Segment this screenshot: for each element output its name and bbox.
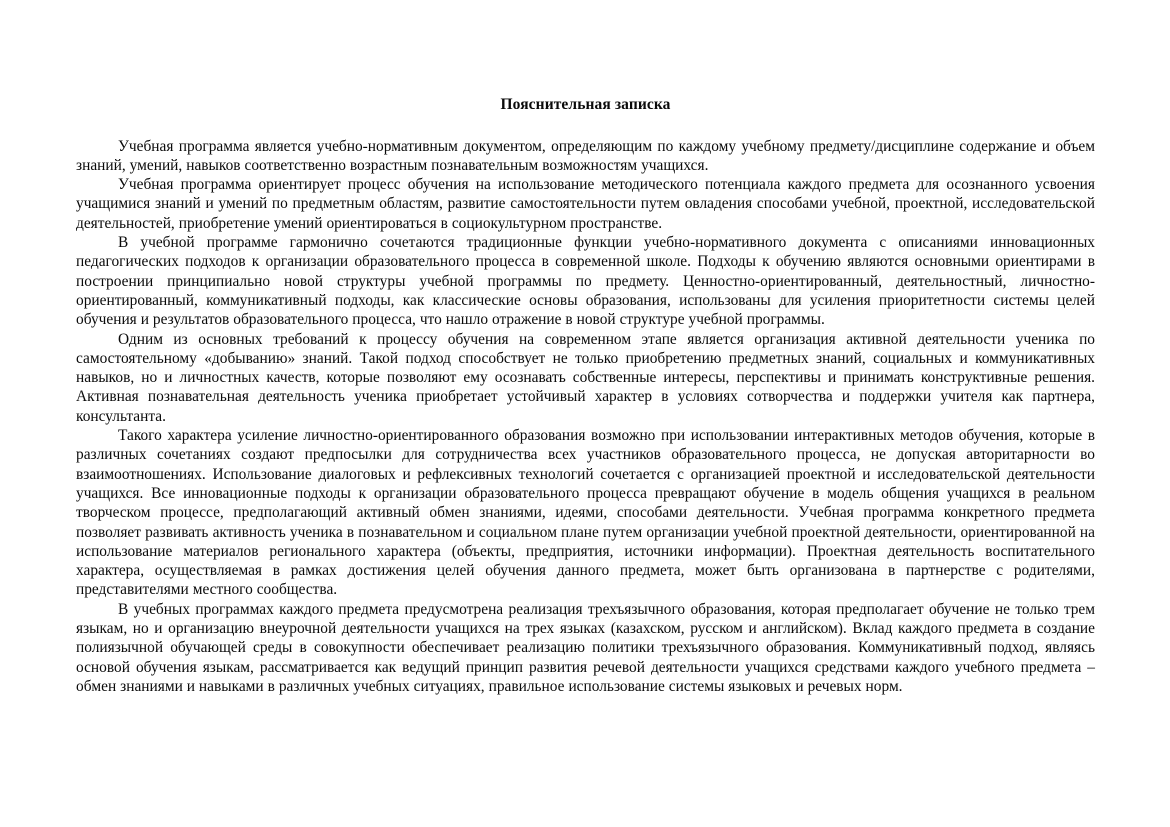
paragraph-2: Учебная программа ориентирует процесс обучения на использование методического потенциала каждого предмета для осознанного усвоения учащимися знаний и умений по предметным областям, развитие самостоятельности путем овладения способами учебной, проектной, исследовательской деятельностей, приобретение умений ориентироваться в социокультурном пространстве.	[76, 176, 1095, 232]
paragraph-5: Такого характера усиление личностно-ориентированного образования возможно при использовании интерактивных методов обучения, которые в различных сочетаниях создают предпосылки для сотрудничества всех участников образовательного процесса, не допуская авторитарности во взаимоотношениях. Использование диалоговых и рефлексивных технологий сочетается с организацией проектной и исследовательской деятельности учащихся. Все инновационные подходы к организации образовательного процесса превращают обучение в модель общения учащихся в реальном творческом процессе, предполагающий активный обмен знаниями, идеями, способами деятельности. Учебная программа конкретного предмета позволяет развивать активность ученика в познавательном и социальном плане путем организации учебной проектной деятельности, ориентированной на использование материалов регионального характера (объекты, предприятия, источники информации). Проектная деятельность воспитательного характера, осуществляемая в рамках достижения целей обучения данного предмета, может быть организована в партнерстве с родителями, представителями местного сообщества.	[76, 427, 1095, 599]
document-text-column	[76, 96, 1095, 696]
page-title: Пояснительная записка	[500, 96, 671, 113]
paragraph-4: Одним из основных требований к процессу обучения на современном этапе является организация активной деятельности ученика по самостоятельному «добыванию» знаний. Такой подход способствует не только приобретению предметных знаний, социальных и коммуникативных навыков, но и личностных качеств, которые позволяют ему осознавать собственные интересы, перспективы и принимать конструктивные решения. Активная познавательная деятельность ученика приобретает устойчивый характер в условиях сотворчества и поддержки учителя как партнера, консультанта.	[76, 330, 1095, 425]
paragraph-1: Учебная программа является учебно-нормативным документом, определяющим по каждому учебному предмету/дисциплине содержание и объем знаний, умений, навыков соответственно возрастным познавательным возможностям учащихся.	[76, 137, 1095, 174]
paragraph-3: В учебной программе гармонично сочетаются традиционные функции учебно-нормативного документа с описаниями инновационных педагогических подходов к организации образовательного процесса в современной школе. Подходы к обучению являются основными ориентирами в построении принципиально новой структуры учебной программы по предмету. Ценностно-ориентированный, деятельностный, личностно-ориентированный, коммуникативный подходы, как классические основы образования, использованы для усиления приоритетности системы целей обучения и результатов образовательного процесса, что нашло отражение в новой структуре учебной программы.	[76, 234, 1095, 329]
paragraph-6: В учебных программах каждого предмета предусмотрена реализация трехъязычного образования, которая предполагает обучение не только трем языкам, но и организацию внеурочной деятельности учащихся на трех языках (казахском, русском и английском). Вклад каждого предмета в создание полиязычной обучающей среды в совокупности обеспечивает реализацию политики трехъязычного образования. Коммуникативный подход, являясь основой обучения языкам, рассматривается как ведущий принцип развития речевой деятельности учащихся средствами каждого учебного предмета – обмен знаниями и навыками в различных учебных ситуациях, правильное использование системы языковых и речевых норм.	[76, 600, 1095, 695]
